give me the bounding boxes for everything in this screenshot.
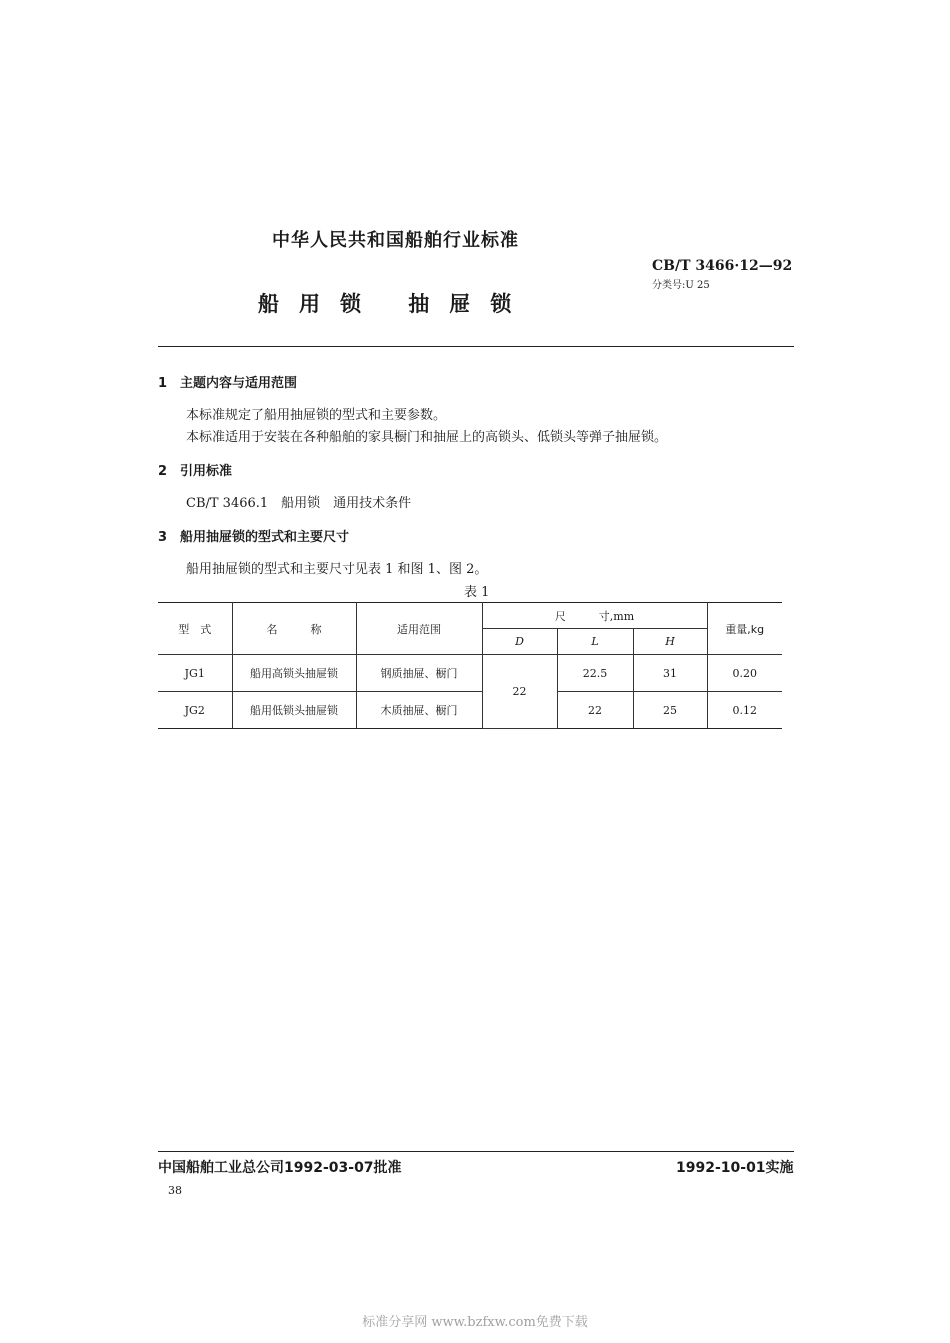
- watermark-text: 标准分享网 www.bzfxw.com免费下载: [362, 1315, 588, 1330]
- section-3-heading: 3 船用抽屉锁的型式和主要尺寸: [158, 530, 350, 545]
- header-size: 尺 寸,mm: [482, 603, 707, 629]
- cell-weight: 0.12: [707, 692, 782, 729]
- cell-l: 22.5: [557, 655, 633, 692]
- table-caption: 表 1: [464, 585, 490, 600]
- cell-name: 船用低锁头抽屉锁: [232, 692, 356, 729]
- header-d: D: [482, 629, 557, 655]
- classification-number: 分类号:U 25: [652, 280, 710, 291]
- header-rule: [158, 346, 794, 347]
- header-l: L: [557, 629, 633, 655]
- cell-name: 船用高锁头抽屉锁: [232, 655, 356, 692]
- standard-org: 中华人民共和国船舶行业标准: [272, 230, 519, 251]
- page-number: 38: [168, 1184, 182, 1197]
- section-1-heading: 1 主题内容与适用范围: [158, 376, 298, 391]
- section-1-line-2: 本标准适用于安装在各种船舶的家具橱门和抽屉上的高锁头、低锁头等弹子抽屉锁。: [186, 430, 668, 445]
- table-row: [158, 692, 782, 729]
- header-name: 名 称: [232, 603, 356, 655]
- section-2-heading: 2 引用标准: [158, 464, 233, 479]
- header-type: 型 式: [158, 603, 232, 655]
- section-3-line-1: 船用抽屉锁的型式和主要尺寸见表 1 和图 1、图 2。: [186, 562, 488, 577]
- effective-date: 1992-10-01实施: [676, 1160, 794, 1176]
- cell-scope: 钢质抽屉、橱门: [356, 655, 482, 692]
- header-scope: 适用范围: [356, 603, 482, 655]
- cell-h: 25: [633, 692, 707, 729]
- table-row: [158, 655, 782, 692]
- cell-d: 22: [482, 655, 557, 729]
- cell-l: 22: [557, 692, 633, 729]
- cell-h: 31: [633, 655, 707, 692]
- cell-scope: 木质抽屉、橱门: [356, 692, 482, 729]
- document-title: 船用锁 抽屉锁: [258, 292, 532, 316]
- cell-weight: 0.20: [707, 655, 782, 692]
- approval-line: 中国船舶工业总公司1992-03-07批准: [158, 1160, 402, 1176]
- section-2-line-1: CB/T 3466.1 船用锁 通用技术条件: [186, 496, 412, 511]
- section-1-line-1: 本标准规定了船用抽屉锁的型式和主要参数。: [186, 408, 447, 423]
- header-weight: 重量,kg: [707, 603, 782, 655]
- cell-type: JG2: [158, 692, 232, 729]
- cell-type: JG1: [158, 655, 232, 692]
- spec-table: [158, 602, 782, 729]
- header-h: H: [633, 629, 707, 655]
- footer-rule: [158, 1151, 794, 1152]
- standard-code: CB/T 3466·12—92: [652, 258, 793, 274]
